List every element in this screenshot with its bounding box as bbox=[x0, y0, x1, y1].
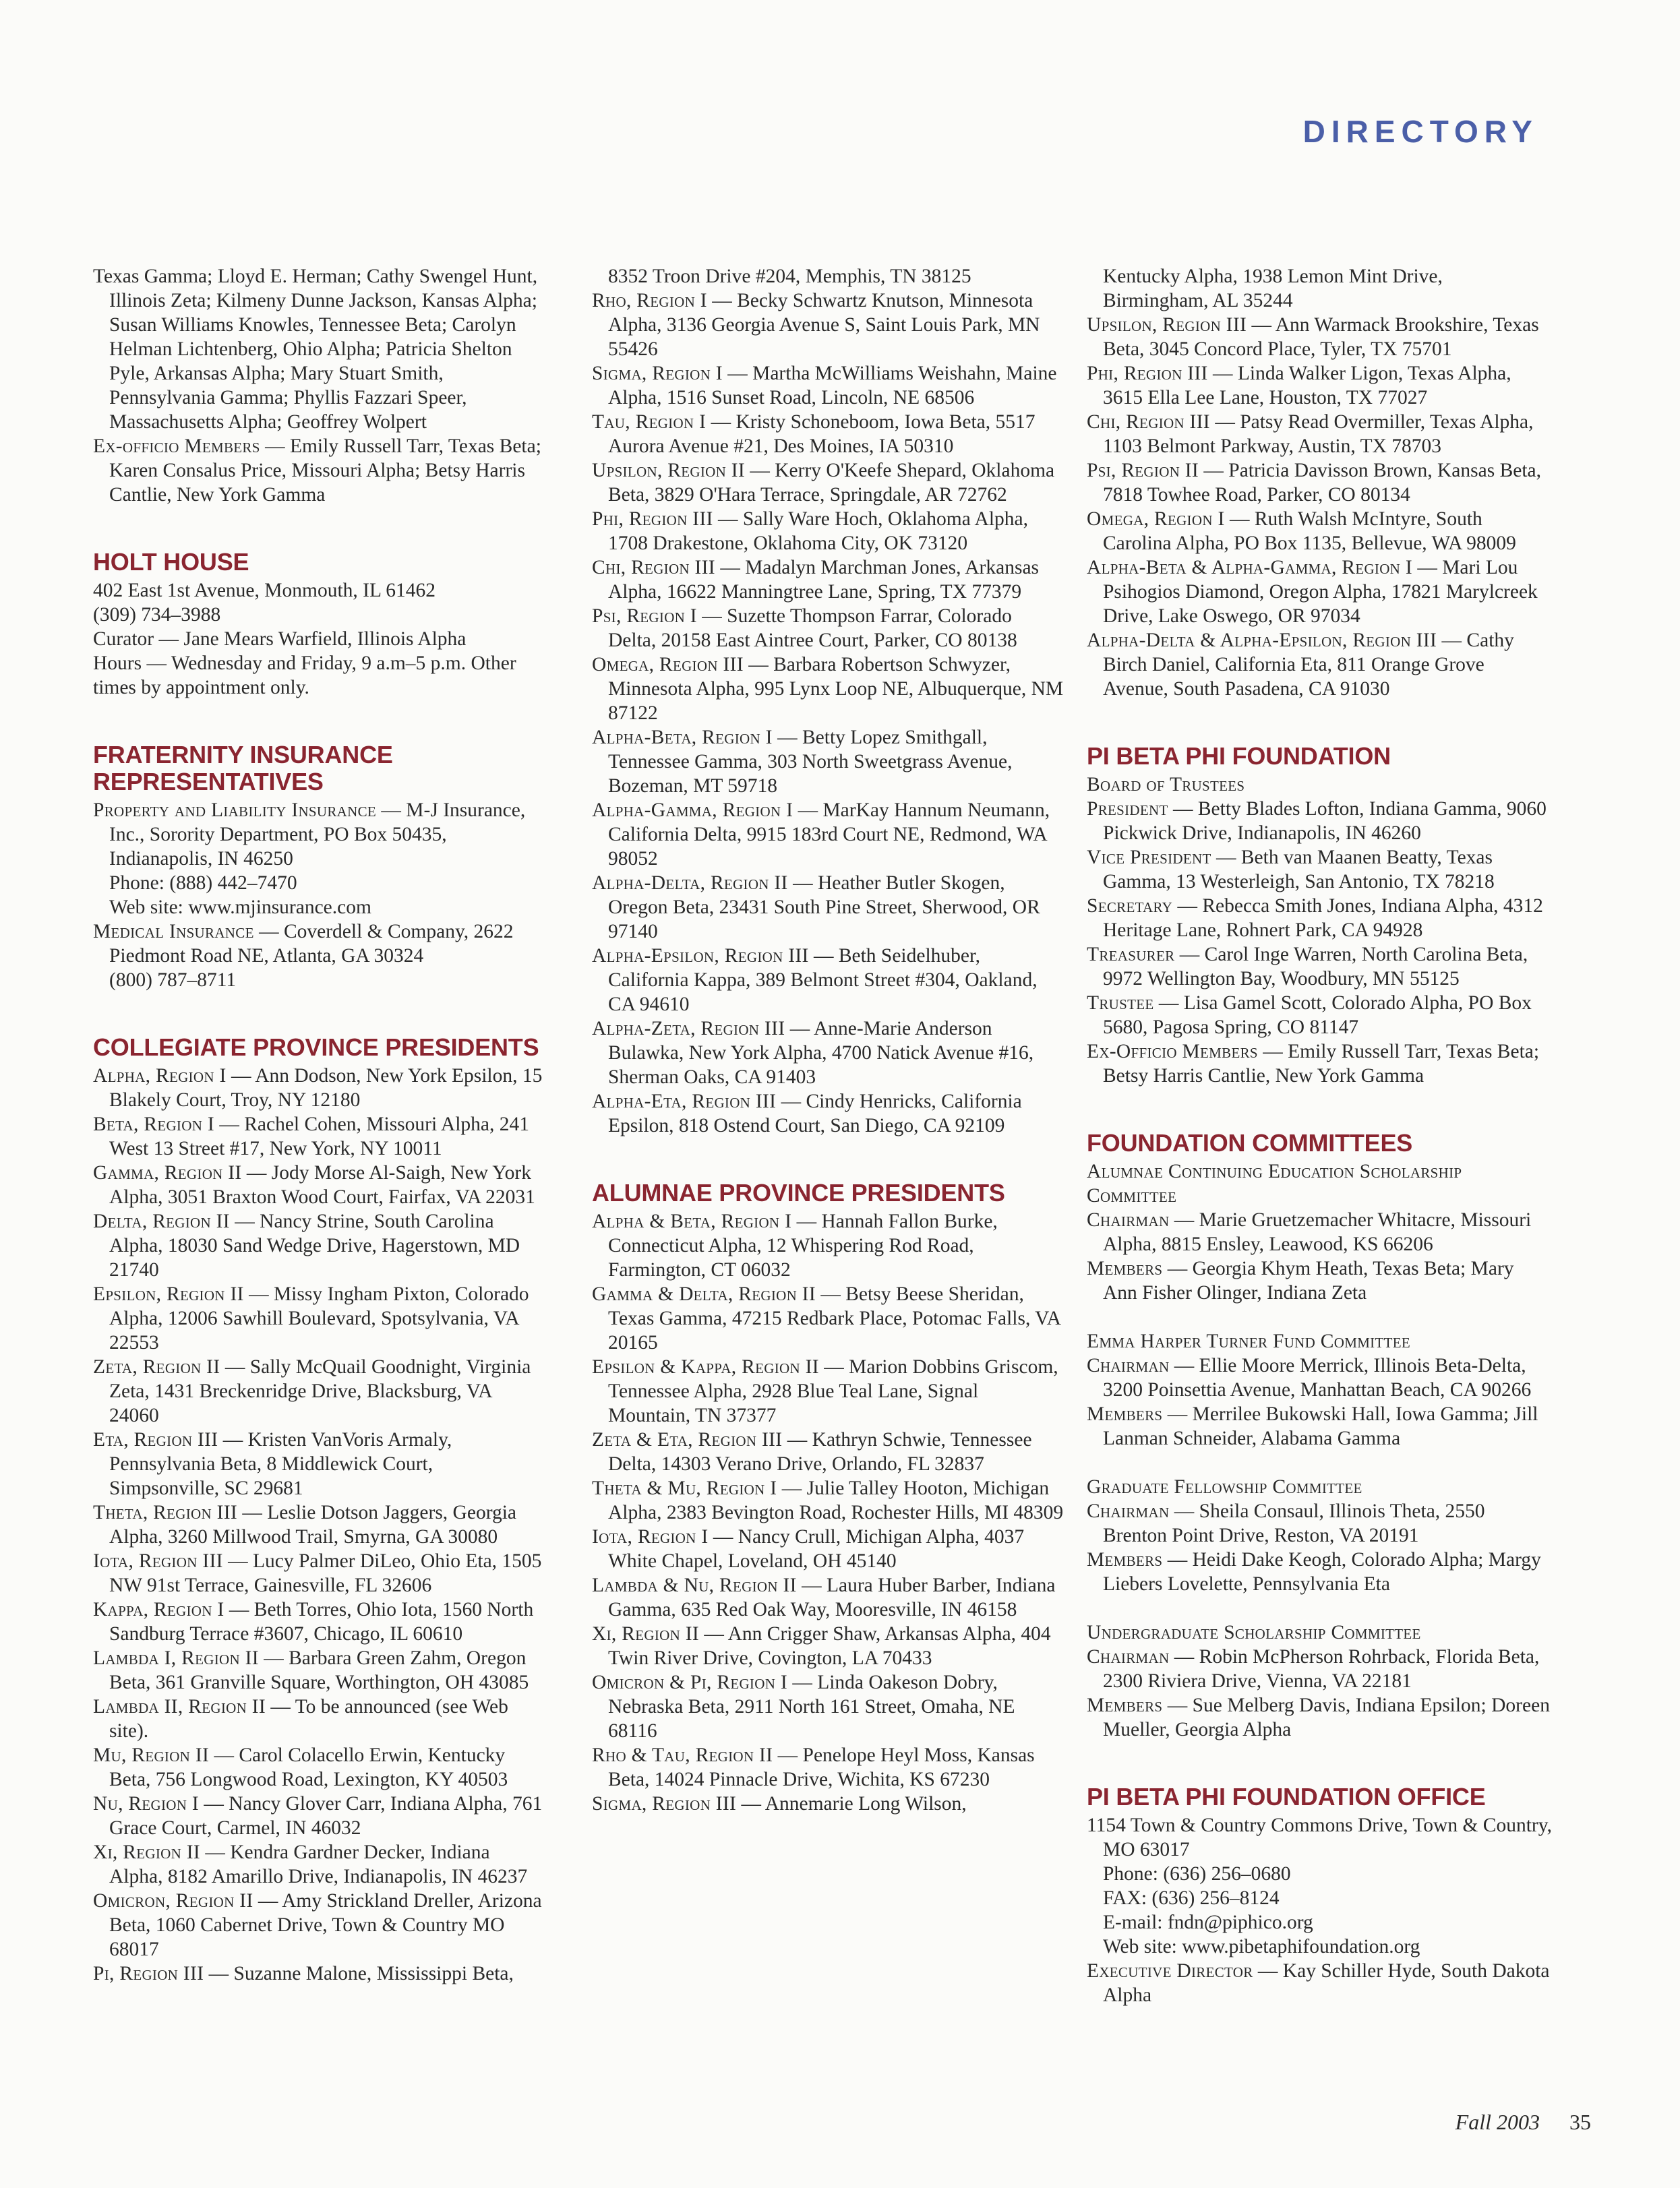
list-item: Secretary — Rebecca Smith Jones, Indiana Alpha, 4312 Heritage Lane, Rohnert Park, CA 94928 bbox=[1087, 895, 1543, 941]
address-line: 402 East 1st Avenue, Monmouth, IL 61462 bbox=[93, 580, 436, 601]
list-item: Zeta & Eta, Region III — Kathryn Schwie, Tennessee Delta, 14303 Verano Drive, Orlando, FL 32837 bbox=[592, 1429, 1032, 1475]
members-continuation bbox=[93, 264, 545, 507]
list-item: Medical Insurance — Coverdell & Company, 2622 Piedmont Road NE, Atlanta, GA 30324 (800) 787–8711 bbox=[93, 921, 514, 991]
list-item: Alpha-Beta & Alpha-Gamma, Region I — Mari Lou Psihogios Diamond, Oregon Alpha, 17821 Marylcreek Drive, Lake Oswego, OR 97034 bbox=[1087, 557, 1538, 627]
list-item: Property and Liability Insurance — M-J Insurance, Inc., Sorority Department, PO Box 50435, Indianapolis, IN 46250 Phone: (888) 442–7470 Web site: www.mjinsurance.com bbox=[93, 799, 526, 918]
list-item: Omicron & Pi, Region I — Linda Oakeson Dobry, Nebraska Beta, 2911 North 161 Street, Omaha, NE 68116 bbox=[592, 1672, 1015, 1742]
insurance-section bbox=[93, 741, 545, 992]
list-item: Phi, Region III — Sally Ware Hoch, Oklahoma Alpha, 1708 Drakestone, Oklahoma City, OK 73120 bbox=[592, 508, 1029, 554]
section-heading: ALUMNAE PROVINCE PRESIDENTS bbox=[592, 1179, 1005, 1207]
list-item: Alpha-Beta, Region I — Betty Lopez Smithgall, Tennessee Gamma, 303 North Sweetgrass Avenue, Bozeman, MT 59718 bbox=[592, 727, 1013, 797]
list-item: Phi, Region III — Linda Walker Ligon, Texas Alpha, 3615 Ella Lee Lane, Houston, TX 77027 bbox=[1087, 363, 1511, 408]
group-spacer bbox=[1087, 1451, 1552, 1475]
committee-title: Undergraduate Scholarship Committee bbox=[1087, 1622, 1421, 1643]
list-item: Treasurer — Carol Inge Warren, North Carolina Beta, 9972 Wellington Bay, Woodbury, MN 55125 bbox=[1087, 944, 1528, 990]
list-item: Alpha-Eta, Region III — Cindy Henricks, California Epsilon, 818 Ostend Court, San Diego, CA 92109 bbox=[592, 1091, 1022, 1136]
list-item: Epsilon & Kappa, Region II — Marion Dobbins Griscom, Tennessee Alpha, 2928 Blue Teal Lane, Signal Mountain, TN 37377 bbox=[592, 1356, 1058, 1426]
list-item: President — Betty Blades Lofton, Indiana Gamma, 9060 Pickwick Drive, Indianapolis, IN 46260 bbox=[1087, 798, 1547, 844]
committee-title: Alumnae Continuing Education Scholarship Committee bbox=[1087, 1161, 1462, 1207]
collegiate-continuation-list bbox=[592, 264, 1064, 1138]
section-heading: COLLEGIATE PROVINCE PRESIDENTS bbox=[93, 1033, 539, 1061]
list-item: Chairman — Marie Gruetzemacher Whitacre, Missouri Alpha, 8815 Ensley, Leawood, KS 66206 bbox=[1087, 1209, 1532, 1255]
list-item: Lambda I, Region II — Barbara Green Zahm, Oregon Beta, 361 Granville Square, Worthington, OH 43085 bbox=[93, 1647, 529, 1693]
list-item: Pi, Region III — Suzanne Malone, Mississippi Beta, bbox=[93, 1963, 514, 1984]
list-item: Kentucky Alpha, 1938 Lemon Mint Drive, Birmingham, AL 35244 bbox=[1103, 266, 1443, 311]
executive-director: Executive Director — Kay Schiller Hyde, South Dakota Alpha bbox=[1087, 1960, 1550, 2006]
list-item: Upsilon, Region II — Kerry O'Keefe Shepard, Oklahoma Beta, 3829 O'Hara Terrace, Springdale, AR 72762 bbox=[592, 460, 1055, 506]
list-item: Theta, Region III — Leslie Dotson Jaggers, Georgia Alpha, 3260 Millwood Trail, Smyrna, GA 30080 bbox=[93, 1502, 517, 1548]
list-item: Alpha-Delta, Region II — Heather Butler Skogen, Oregon Beta, 23431 South Pine Street, Sherwood, OR 97140 bbox=[592, 872, 1040, 942]
office-address: 1154 Town & Country Commons Drive, Town & Country, MO 63017 bbox=[1087, 1815, 1552, 1860]
list-item: Omega, Region III — Barbara Robertson Schwyzer, Minnesota Alpha, 995 Lynx Loop NE, Albuquerque, NM 87122 bbox=[592, 654, 1064, 724]
list-item: Rho, Region I — Becky Schwartz Knutson, Minnesota Alpha, 3136 Georgia Avenue S, Saint Louis Park, MN 55426 bbox=[592, 290, 1040, 360]
list-item: Lambda II, Region II — To be announced (see Web site). bbox=[93, 1696, 508, 1742]
phone-line: (309) 734–3988 bbox=[93, 604, 221, 626]
trustees-list bbox=[1087, 797, 1552, 1088]
list-item: Chairman — Robin McPherson Rohrback, Florida Beta, 2300 Riviera Drive, Vienna, VA 22181 bbox=[1087, 1646, 1540, 1692]
list-item: Iota, Region III — Lucy Palmer DiLeo, Ohio Eta, 1505 NW 91st Terrace, Gainesville, FL 32606 bbox=[93, 1550, 542, 1596]
list-item: Trustee — Lisa Gamel Scott, Colorado Alpha, PO Box 5680, Pagosa Spring, CO 81147 bbox=[1087, 992, 1532, 1038]
list-item: Upsilon, Region III — Ann Warmack Brookshire, Texas Beta, 3045 Concord Place, Tyler, TX 75701 bbox=[1087, 314, 1539, 360]
list-item: Delta, Region II — Nancy Strine, South Carolina Alpha, 18030 Sand Wedge Drive, Hagerstown, MD 21740 bbox=[93, 1211, 520, 1281]
foundation-section bbox=[1087, 743, 1552, 1088]
list-item: Texas Gamma; Lloyd E. Herman; Cathy Swengel Hunt, Illinois Zeta; Kilmeny Dunne Jackson, Kansas Alpha; Susan Williams Knowles, Tennessee Beta; Carolyn Helman Lichtenberg, Ohio Alpha; Patricia Shelton Pyle, Arkansas Alpha; Mary Stuart Smith, Pennsylvania Gamma; Phyllis Fazzari Speer, Massachusetts Alpha; Geoffrey Wolpert bbox=[93, 266, 538, 433]
list-item: Xi, Region II — Kendra Gardner Decker, Indiana Alpha, 8182 Amarillo Drive, Indianapolis, IN 46237 bbox=[93, 1842, 528, 1887]
list-item: Nu, Region I — Nancy Glover Carr, Indiana Alpha, 761 Grace Court, Carmel, IN 46032 bbox=[93, 1793, 543, 1839]
list-item: Beta, Region I — Rachel Cohen, Missouri Alpha, 241 West 13 Street #17, New York, NY 10011 bbox=[93, 1114, 530, 1159]
list-item: 8352 Troon Drive #204, Memphis, TN 38125 bbox=[608, 266, 971, 287]
office-website: Web site: www.pibetaphifoundation.org bbox=[1103, 1936, 1420, 1957]
column-3 bbox=[1087, 264, 1552, 2049]
list-item: Members — Heidi Dake Keogh, Colorado Alpha; Margy Liebers Lovelette, Pennsylvania Eta bbox=[1087, 1549, 1541, 1595]
section-heading: HOLT HOUSE bbox=[93, 548, 249, 576]
list-item: Chairman — Ellie Moore Merrick, Illinois Beta-Delta, 3200 Poinsettia Avenue, Manhattan Beach, CA 90266 bbox=[1087, 1355, 1532, 1401]
list-item: Ex-officio Members — Emily Russell Tarr, Texas Beta; Karen Consalus Price, Missouri Alpha; Betsy Harris Cantlie, New York Gamma bbox=[93, 435, 541, 506]
office-section bbox=[1087, 1784, 1552, 2007]
section-heading: FRATERNITY INSURANCE REPRESENTATIVES bbox=[93, 741, 393, 795]
group-spacer bbox=[1087, 1596, 1552, 1620]
list-item: Chi, Region III — Madalyn Marchman Jones, Arkansas Alpha, 16622 Manningtree Lane, Spring, TX 77379 bbox=[592, 557, 1040, 603]
committees-section bbox=[1087, 1130, 1552, 1742]
section-heading: PI BETA PHI FOUNDATION OFFICE bbox=[1087, 1783, 1486, 1811]
committee-title: Emma Harper Turner Fund Committee bbox=[1087, 1331, 1410, 1352]
list-item: Theta & Mu, Region I — Julie Talley Hooton, Michigan Alpha, 2383 Bevington Road, Rochester Hills, MI 48309 bbox=[592, 1478, 1064, 1523]
hours-line: Hours — Wednesday and Friday, 9 a.m–5 p.m. Other times by appointment only. bbox=[93, 652, 516, 698]
list-item: Iota, Region I — Nancy Crull, Michigan Alpha, 4037 White Chapel, Loveland, OH 45140 bbox=[592, 1526, 1025, 1572]
list-item: Zeta, Region II — Sally McQuail Goodnight, Virginia Zeta, 1431 Breckenridge Drive, Blacksburg, VA 24060 bbox=[93, 1356, 531, 1426]
issue-label: Fall 2003 bbox=[1455, 2110, 1540, 2134]
list-item: Tau, Region I — Kristy Schoneboom, Iowa Beta, 5517 Aurora Avenue #21, Des Moines, IA 50310 bbox=[592, 411, 1036, 457]
list-item: Ex-Officio Members — Emily Russell Tarr, Texas Beta; Betsy Harris Cantlie, New York Gamma bbox=[1087, 1041, 1540, 1087]
list-item: Lambda & Nu, Region II — Laura Huber Barber, Indiana Gamma, 635 Red Oak Way, Mooresville, IN 46158 bbox=[592, 1575, 1056, 1620]
committees-list bbox=[1087, 1159, 1552, 1742]
office-email: E-mail: fndn@piphico.org bbox=[1103, 1912, 1313, 1933]
list-item: Omega, Region I — Ruth Walsh McIntyre, South Carolina Alpha, PO Box 1135, Bellevue, WA 98009 bbox=[1087, 508, 1516, 554]
list-item: Alpha-Zeta, Region III — Anne-Marie Anderson Bulawka, New York Alpha, 4700 Natick Avenue #16, Sherman Oaks, CA 91403 bbox=[592, 1018, 1034, 1088]
list-item: Rho & Tau, Region II — Penelope Heyl Moss, Kansas Beta, 14024 Pinnacle Drive, Wichita, KS 67230 bbox=[592, 1744, 1035, 1790]
list-item: Psi, Region I — Suzette Thompson Farrar, Colorado Delta, 20158 East Aintree Court, Parker, CO 80138 bbox=[592, 605, 1017, 651]
column-2 bbox=[592, 264, 1064, 1858]
list-item: Kappa, Region I — Beth Torres, Ohio Iota, 1560 North Sandburg Terrace #3607, Chicago, IL 60610 bbox=[93, 1599, 534, 1645]
list-item: Sigma, Region III — Annemarie Long Wilson, bbox=[592, 1793, 967, 1815]
collegiate-list bbox=[93, 1064, 545, 1986]
alumnae-section bbox=[592, 1180, 1064, 1816]
alumnae-continuation-list bbox=[1087, 264, 1552, 701]
page-number: 35 bbox=[1569, 2110, 1591, 2134]
committee-title: Graduate Fellowship Committee bbox=[1087, 1476, 1362, 1498]
list-item: Mu, Region II — Carol Colacello Erwin, Kentucky Beta, 756 Longwood Road, Lexington, KY 40503 bbox=[93, 1744, 508, 1790]
list-item: Gamma & Delta, Region II — Betsy Beese Sheridan, Texas Gamma, 47215 Redbark Place, Potomac Falls, VA 20165 bbox=[592, 1283, 1060, 1354]
section-heading: FOUNDATION COMMITTEES bbox=[1087, 1129, 1413, 1157]
list-item: Chi, Region III — Patsy Read Overmiller, Texas Alpha, 1103 Belmont Parkway, Austin, TX 78703 bbox=[1087, 411, 1534, 457]
list-item: Xi, Region II — Ann Crigger Shaw, Arkansas Alpha, 404 Twin River Drive, Covington, LA 70433 bbox=[592, 1623, 1051, 1669]
column-1 bbox=[93, 264, 545, 2028]
list-item: Members — Sue Melberg Davis, Indiana Epsilon; Doreen Mueller, Georgia Alpha bbox=[1087, 1695, 1550, 1740]
alumnae-list bbox=[592, 1209, 1064, 1816]
curator-line: Curator — Jane Mears Warfield, Illinois Alpha bbox=[93, 628, 467, 650]
group-spacer bbox=[1087, 1305, 1552, 1329]
holt-house-section bbox=[93, 549, 545, 700]
list-item: Alpha-Gamma, Region I — MarKay Hannum Neumann, California Delta, 9915 183rd Court NE, Redmond, WA 98052 bbox=[592, 799, 1050, 870]
list-item: Alpha-Delta & Alpha-Epsilon, Region III — Cathy Birch Daniel, California Eta, 811 Orange Grove Avenue, South Pasadena, CA 91030 bbox=[1087, 630, 1514, 700]
collegiate-continuation bbox=[592, 264, 1064, 1138]
office-phone: Phone: (636) 256–0680 bbox=[1103, 1863, 1291, 1885]
board-subhead: Board of Trustees bbox=[1087, 774, 1245, 795]
list-item: Alpha-Epsilon, Region III — Beth Seidelhuber, California Kappa, 389 Belmont Street #304, Oakland, CA 94610 bbox=[592, 945, 1038, 1015]
list-item: Alpha & Beta, Region I — Hannah Fallon Burke, Connecticut Alpha, 12 Whispering Rod Road, Farmington, CT 06032 bbox=[592, 1211, 998, 1281]
list-item: Sigma, Region I — Martha McWilliams Weishahn, Maine Alpha, 1516 Sunset Road, Lincoln, NE 68506 bbox=[592, 363, 1057, 408]
list-item: Epsilon, Region II — Missy Ingham Pixton, Colorado Alpha, 12006 Sawhill Boulevard, Spotsylvania, VA 22553 bbox=[93, 1283, 529, 1354]
list-item: Omicron, Region II — Amy Strickland Dreller, Arizona Beta, 1060 Cabernet Drive, Town & Country MO 68017 bbox=[93, 1890, 542, 1960]
list-item: Eta, Region III — Kristen VanVoris Armaly, Pennsylvania Beta, 8 Middlewick Court, Simpsonville, SC 29681 bbox=[93, 1429, 452, 1499]
list-item: Alpha, Region I — Ann Dodson, New York Epsilon, 15 Blakely Court, Troy, NY 12180 bbox=[93, 1065, 543, 1111]
collegiate-section bbox=[93, 1034, 545, 1986]
page-title: DIRECTORY bbox=[1302, 114, 1538, 149]
office-fax: FAX: (636) 256–8124 bbox=[1103, 1887, 1280, 1909]
list-item: Chairman — Sheila Consaul, Illinois Theta, 2550 Brenton Point Drive, Reston, VA 20191 bbox=[1087, 1500, 1485, 1546]
alumnae-continuation bbox=[1087, 264, 1552, 701]
list-item: Gamma, Region II — Jody Morse Al-Saigh, New York Alpha, 3051 Braxton Wood Court, Fairfax, VA 22031 bbox=[93, 1162, 535, 1208]
list-item: Members — Merrilee Bukowski Hall, Iowa Gamma; Jill Lanman Schneider, Alabama Gamma bbox=[1087, 1403, 1538, 1449]
list-item: Psi, Region II — Patricia Davisson Brown, Kansas Beta, 7818 Towhee Road, Parker, CO 80134 bbox=[1087, 460, 1542, 506]
list-item: Vice President — Beth van Maanen Beatty, Texas Gamma, 13 Westerleigh, San Antonio, TX 78218 bbox=[1087, 847, 1495, 892]
list-item: Members — Georgia Khym Heath, Texas Beta; Mary Ann Fisher Olinger, Indiana Zeta bbox=[1087, 1258, 1514, 1304]
page-footer bbox=[1456, 2110, 1591, 2135]
section-heading: PI BETA PHI FOUNDATION bbox=[1087, 742, 1391, 770]
